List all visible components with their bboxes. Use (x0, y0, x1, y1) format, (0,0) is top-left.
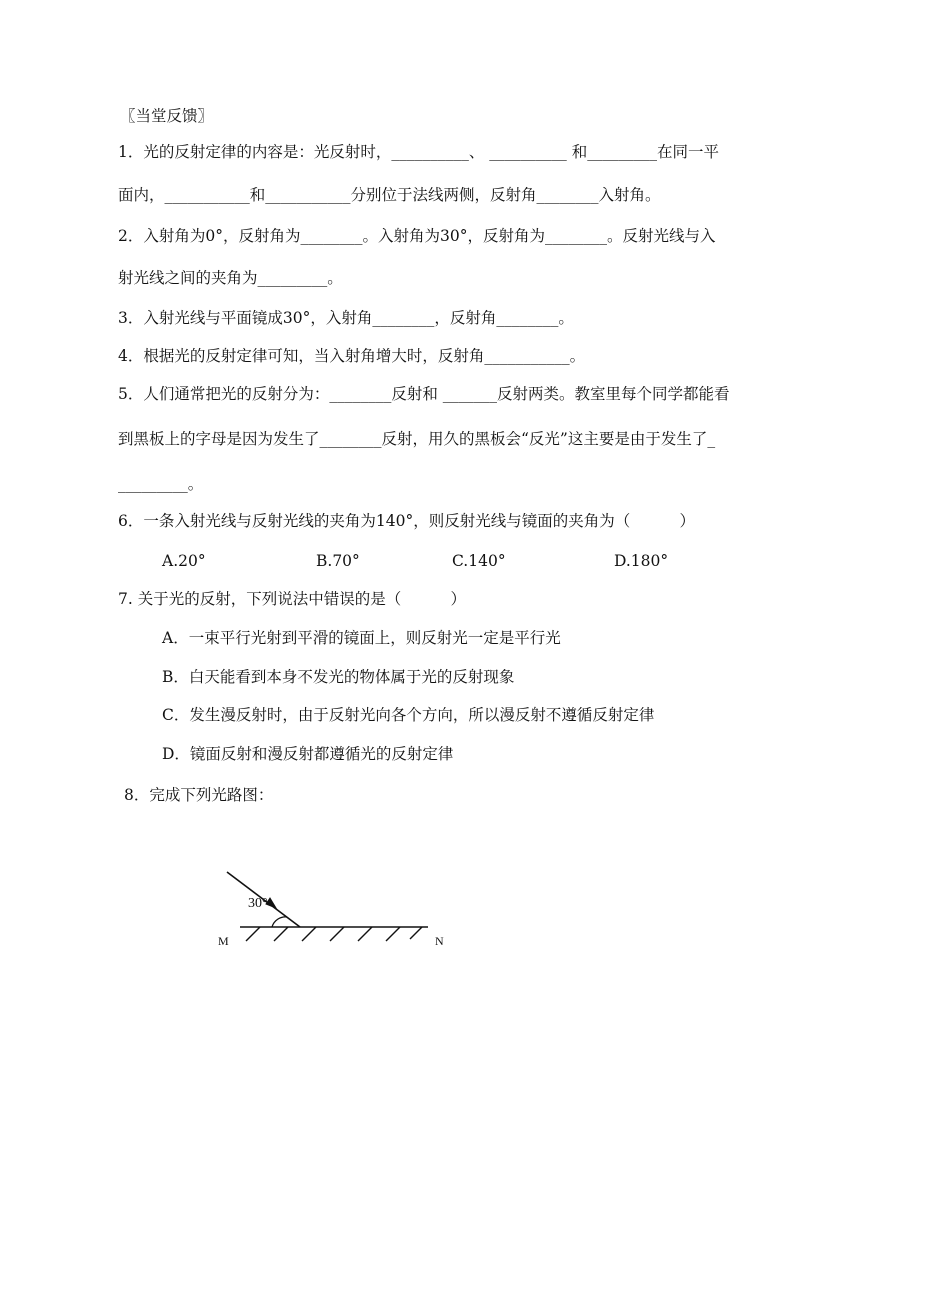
mirror-end-n-label: N (435, 934, 444, 948)
q3-line1: 3．入射光线与平面镜成30°，入射角________，反射角________。 (118, 309, 574, 327)
q5-line2: 到黑板上的字母是因为发生了________反射，用久的黑板会“反光”这主要是由于发生了_ (118, 430, 716, 448)
q7-option-d: D．镜面反射和漫反射都遵循光的反射定律 (162, 745, 454, 763)
q7-option-a: A．一束平行光射到平滑的镜面上，则反射光一定是平行光 (162, 629, 561, 647)
q1-line2: 面内，___________和___________分别位于法线两侧，反射角________入射角。 (118, 186, 661, 204)
q6-option-c: C.140° (452, 552, 506, 570)
q7-stem: 7. 关于光的反射，下列说法中错误的是（ ） (118, 590, 466, 608)
q6-option-d: D.180° (614, 552, 669, 570)
mirror-hatching (246, 927, 422, 941)
q7-option-c: C．发生漫反射时，由于反射光向各个方向，所以漫反射不遵循反射定律 (162, 706, 655, 724)
angle-label: 30° (248, 896, 268, 911)
q7-option-b: B．白天能看到本身不发光的物体属于光的反射现象 (162, 668, 515, 686)
section-title: 〖当堂反馈〗 (120, 107, 214, 125)
mirror-diagram (210, 862, 450, 954)
q2-line2: 射光线之间的夹角为_________。 (118, 269, 343, 287)
q6-stem: 6．一条入射光线与反射光线的夹角为140°，则反射光线与镜面的夹角为（ ） (118, 512, 695, 530)
q6-option-a: A.20° (162, 552, 206, 570)
q4-line1: 4．根据光的反射定律可知，当入射角增大时，反射角___________。 (118, 347, 586, 365)
angle-arc (272, 917, 287, 927)
q2-line1: 2．入射角为0°，反射角为________。入射角为30°，反射角为________。反射光线与入 (118, 227, 716, 245)
q5-line1: 5．人们通常把光的反射分为：________反射和 _______反射两类。教室里每个同学都能看 (118, 385, 730, 403)
q5-line3: _________。 (118, 475, 204, 493)
light-path-figure (210, 862, 450, 954)
q6-option-b: B.70° (316, 552, 360, 570)
q8-stem: 8．完成下列光路图： (124, 786, 274, 804)
mirror-end-m-label: M (218, 934, 229, 948)
q1-line1: 1．光的反射定律的内容是：光反射时，__________、 __________ 和_________在同一平 (118, 143, 719, 161)
